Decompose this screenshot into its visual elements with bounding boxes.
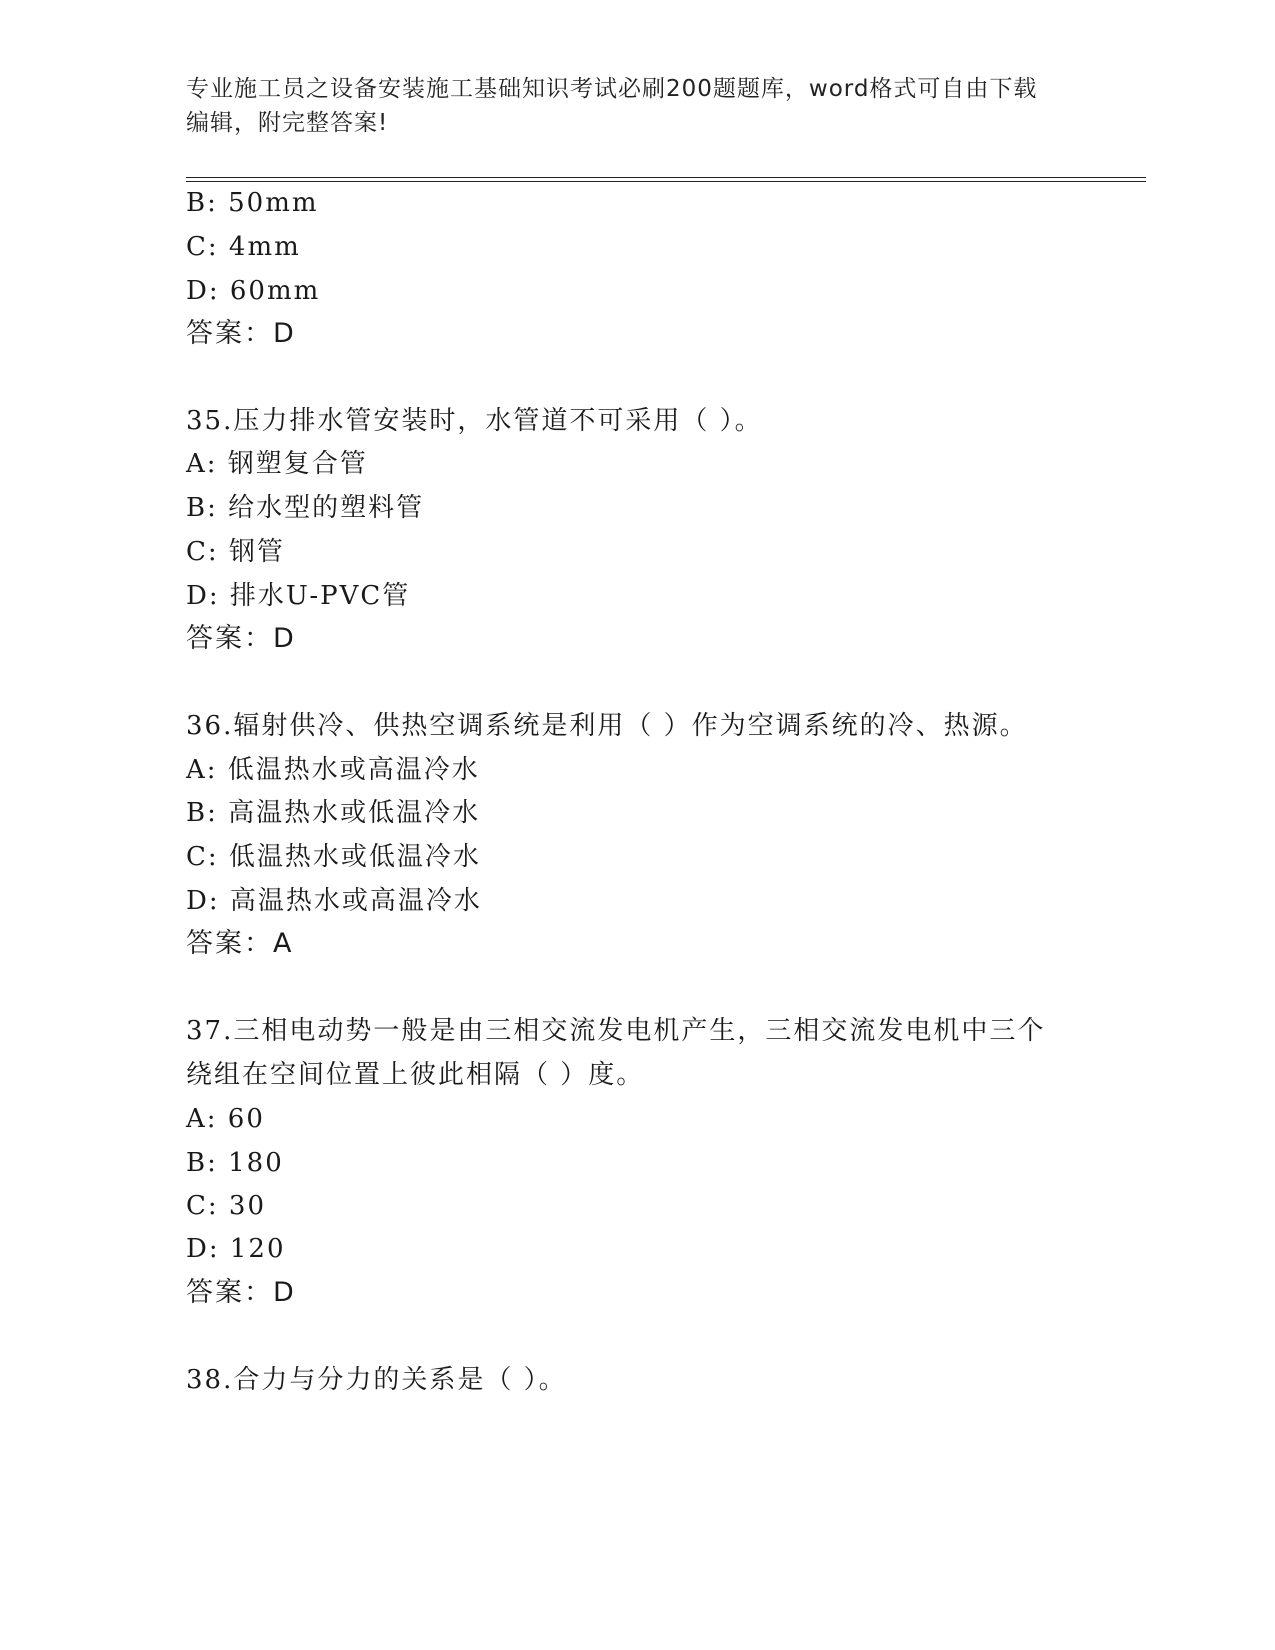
option-a: A: 低温热水或高温冷水: [186, 755, 480, 785]
option-c: C: 4mm: [186, 232, 301, 262]
question-stem: 37.三相电动势一般是由三相交流发电机产生，三相交流发电机中三个: [186, 1016, 1046, 1046]
header-line-1: 专业施工员之设备安装施工基础知识考试必刷200题题库，word格式可自由下载: [186, 76, 1038, 102]
question-stem: 36.辐射供冷、供热空调系统是利用（ ）作为空调系统的冷、热源。: [186, 711, 1028, 741]
answer: 答案：A: [186, 928, 294, 959]
answer: 答案：D: [186, 1277, 296, 1308]
question-stem: 38.合力与分力的关系是（ ）。: [186, 1365, 567, 1395]
header-line-2: 编辑，附完整答案!: [186, 110, 389, 136]
document-header: [186, 72, 1086, 140]
option-d: D: 120: [186, 1234, 286, 1264]
option-b: B: 给水型的塑料管: [186, 493, 425, 523]
option-a: A: 钢塑复合管: [186, 449, 368, 479]
header-divider: [186, 177, 1146, 182]
answer: 答案：D: [186, 318, 296, 349]
option-c: C: 低温热水或低温冷水: [186, 842, 481, 872]
option-b: B: 50mm: [186, 188, 319, 218]
answer: 答案：D: [186, 623, 296, 654]
option-c: C: 钢管: [186, 537, 285, 567]
option-a: A: 60: [186, 1104, 265, 1134]
option-d: D: 排水U-PVC管: [186, 581, 411, 611]
option-d: D: 60mm: [186, 276, 321, 306]
option-c: C: 30: [186, 1191, 267, 1221]
option-b: B: 高温热水或低温冷水: [186, 798, 481, 828]
option-d: D: 高温热水或高温冷水: [186, 886, 482, 916]
option-b: B: 180: [186, 1148, 284, 1178]
question-stem-continued: 绕组在空间位置上彼此相隔（ ）度。: [186, 1060, 645, 1090]
question-stem: 35.压力排水管安装时，水管道不可采用（ ）。: [186, 406, 763, 436]
